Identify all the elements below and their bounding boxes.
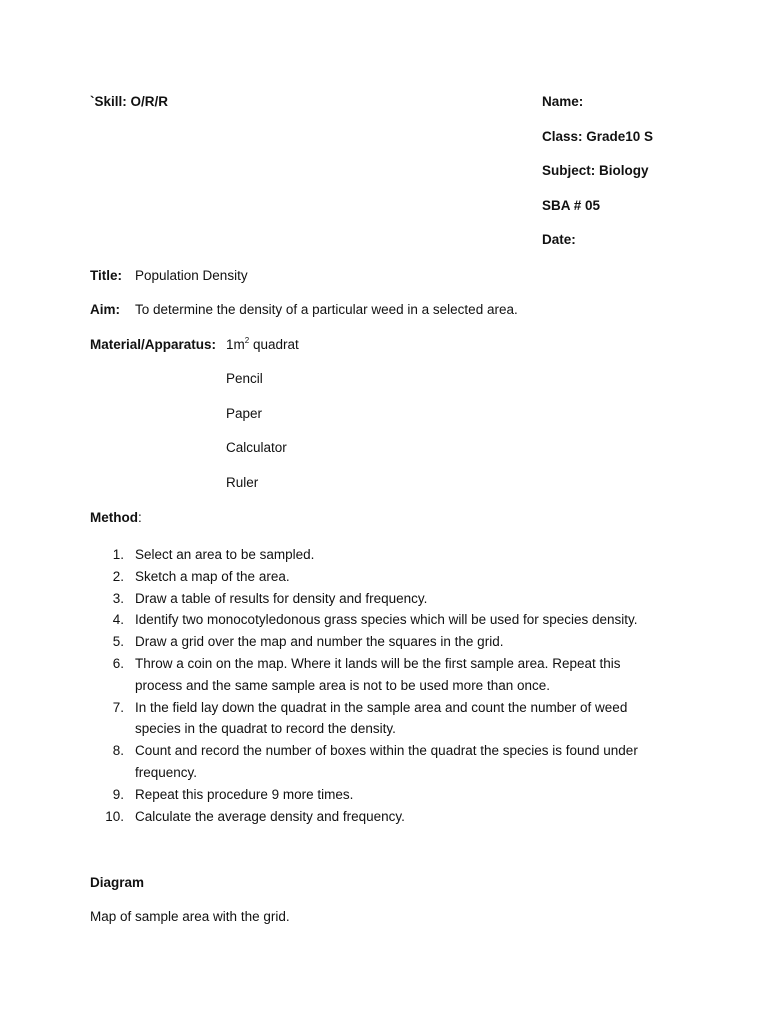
step-text: Throw a coin on the map. Where it lands will be the first sample area. Repeat this process and the same sample area is not to be used more than once. (135, 655, 621, 693)
subject-field-label: Subject: Biology (542, 163, 649, 178)
list-item (90, 653, 670, 697)
step-text: Identify two monocotyledonous grass species which will be used for species density. (135, 612, 638, 628)
list-item (90, 609, 670, 631)
step-number: 5. (112, 634, 124, 650)
step-number: 9. (112, 786, 124, 802)
step-number: 6. (112, 655, 124, 671)
step-text: Draw a grid over the map and number the squares in the grid. (135, 634, 504, 650)
class-field-label: Class: Grade10 S (542, 129, 654, 144)
quadrat-size: 1m (226, 337, 245, 352)
list-item (90, 697, 670, 741)
method-colon: : (138, 510, 142, 525)
list-item (90, 784, 670, 806)
material-item: Ruler (226, 475, 259, 490)
step-number: 10. (105, 808, 124, 824)
step-number: 3. (112, 590, 124, 606)
step-text: Sketch a map of the area. (135, 568, 290, 584)
list-item (90, 544, 670, 566)
list-item (90, 740, 670, 784)
method-steps-list (90, 544, 670, 827)
title-label: Title: (90, 268, 123, 283)
step-text: Draw a table of results for density and frequency. (135, 590, 428, 606)
quadrat-word: quadrat (249, 337, 299, 352)
step-number: 7. (112, 699, 124, 715)
date-field-label: Date: (542, 232, 576, 247)
step-text: Repeat this procedure 9 more times. (135, 786, 354, 802)
step-number: 1. (112, 547, 124, 562)
diagram-caption: Map of sample area with the grid. (90, 909, 290, 924)
step-text: In the field lay down the quadrat in the sample area and count the number of weed species in the quadrat to record the density. (135, 699, 628, 737)
material-item-quadrat (226, 337, 299, 352)
list-item (90, 806, 670, 828)
list-item (90, 566, 670, 588)
step-text: Count and record the number of boxes within the quadrat the species is found under frequency. (135, 743, 638, 780)
material-item: Pencil (226, 371, 263, 386)
material-item: Calculator (226, 440, 287, 455)
step-text: Calculate the average density and frequency. (135, 808, 405, 824)
step-text: Select an area to be sampled. (135, 547, 315, 562)
step-number: 8. (112, 743, 124, 759)
name-field-label: Name: (542, 94, 584, 109)
aim-label: Aim: (90, 302, 120, 317)
list-item (90, 631, 670, 653)
material-item: Paper (226, 406, 263, 421)
aim-value: To determine the density of a particular weed in a selected area. (135, 302, 518, 317)
squared-superscript: 2 (244, 336, 250, 345)
method-heading (90, 510, 142, 525)
list-item (90, 588, 670, 610)
step-number: 4. (112, 612, 124, 628)
title-value: Population Density (135, 268, 248, 283)
step-number: 2. (112, 568, 124, 584)
method-label: Method (90, 510, 138, 525)
materials-label: Material/Apparatus: (90, 337, 217, 352)
diagram-heading: Diagram (90, 875, 145, 890)
sba-number-label: SBA # 05 (542, 198, 601, 213)
skill-heading: `Skill: O/R/R (90, 94, 169, 109)
